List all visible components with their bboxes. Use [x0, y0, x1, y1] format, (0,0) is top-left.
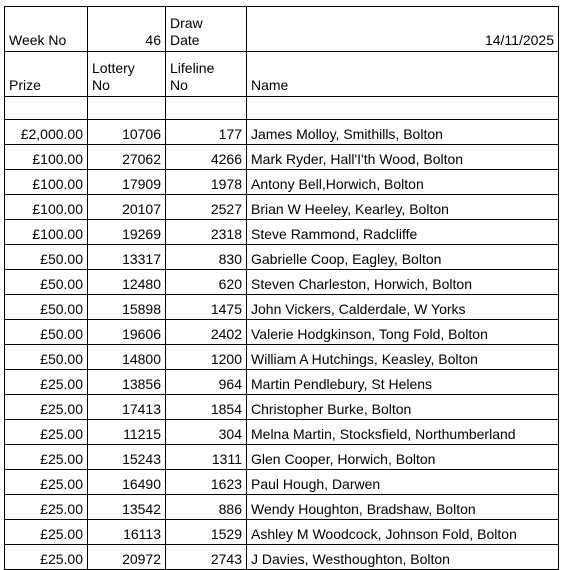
table-row	[5, 145, 559, 170]
prize-cell: £50.00	[5, 320, 88, 345]
name-cell: J Davies, Westhoughton, Bolton	[247, 545, 559, 570]
lottery-no-cell: 15898	[88, 295, 166, 320]
prize-cell: £100.00	[5, 145, 88, 170]
lottery-no-cell: 19269	[88, 220, 166, 245]
lottery-no-header	[88, 52, 166, 97]
blank-cell	[247, 97, 559, 120]
table-row	[5, 170, 559, 195]
lottery-no-cell: 13542	[88, 495, 166, 520]
table-row	[5, 220, 559, 245]
prize-cell: £50.00	[5, 345, 88, 370]
draw-date-value: 14/11/2025	[247, 7, 559, 52]
name-cell: Valerie Hodgkinson, Tong Fold, Bolton	[247, 320, 559, 345]
table-row	[5, 370, 559, 395]
name-cell: Antony Bell,Horwich, Bolton	[247, 170, 559, 195]
lifeline-no-cell: 4266	[166, 145, 247, 170]
lottery-no-header-line1: Lottery	[92, 60, 135, 76]
lifeline-no-header-line2: No	[170, 77, 188, 93]
lifeline-no-header-line1: Lifeline	[170, 60, 215, 76]
prize-cell: £25.00	[5, 445, 88, 470]
lottery-no-cell: 17413	[88, 395, 166, 420]
name-cell: Melna Martin, Stocksfield, Northumberland	[247, 420, 559, 445]
prize-cell: £2,000.00	[5, 120, 88, 145]
prize-cell: £25.00	[5, 420, 88, 445]
lifeline-no-cell: 2527	[166, 195, 247, 220]
lifeline-no-cell: 886	[166, 495, 247, 520]
lifeline-no-header	[166, 52, 247, 97]
table-row	[5, 120, 559, 145]
lifeline-no-cell: 964	[166, 370, 247, 395]
lifeline-no-cell: 2318	[166, 220, 247, 245]
name-header: Name	[247, 52, 559, 97]
table-row	[5, 295, 559, 320]
lifeline-no-cell: 1475	[166, 295, 247, 320]
name-cell: Gabrielle Coop, Eagley, Bolton	[247, 245, 559, 270]
blank-cell	[5, 97, 88, 120]
name-cell: Steven Charleston, Horwich, Bolton	[247, 270, 559, 295]
table-row	[5, 520, 559, 545]
results-table	[4, 6, 559, 570]
name-cell: Steve Rammond, Radcliffe	[247, 220, 559, 245]
lottery-no-cell: 20972	[88, 545, 166, 570]
lifeline-no-cell: 1311	[166, 445, 247, 470]
prize-cell: £100.00	[5, 220, 88, 245]
lifeline-no-cell: 1623	[166, 470, 247, 495]
prize-cell: £25.00	[5, 370, 88, 395]
lottery-no-cell: 27062	[88, 145, 166, 170]
blank-row	[5, 97, 559, 120]
lifeline-no-cell: 177	[166, 120, 247, 145]
name-cell: Ashley M Woodcock, Johnson Fold, Bolton	[247, 520, 559, 545]
lottery-no-cell: 11215	[88, 420, 166, 445]
lifeline-no-cell: 2402	[166, 320, 247, 345]
table-row	[5, 195, 559, 220]
name-cell: William A Hutchings, Keasley, Bolton	[247, 345, 559, 370]
lottery-no-cell: 12480	[88, 270, 166, 295]
table-row	[5, 245, 559, 270]
lifeline-no-cell: 304	[166, 420, 247, 445]
prize-cell: £25.00	[5, 520, 88, 545]
prize-cell: £25.00	[5, 495, 88, 520]
name-cell: Mark Ryder, Hall'I'th Wood, Bolton	[247, 145, 559, 170]
lottery-no-cell: 16490	[88, 470, 166, 495]
name-cell: John Vickers, Calderdale, W Yorks	[247, 295, 559, 320]
lottery-no-cell: 19606	[88, 320, 166, 345]
lottery-no-cell: 15243	[88, 445, 166, 470]
lottery-no-cell: 17909	[88, 170, 166, 195]
week-no-value: 46	[88, 7, 166, 52]
name-cell: James Molloy, Smithills, Bolton	[247, 120, 559, 145]
table-row	[5, 545, 559, 570]
name-cell: Brian W Heeley, Kearley, Bolton	[247, 195, 559, 220]
lottery-no-cell: 13317	[88, 245, 166, 270]
name-cell: Paul Hough, Darwen	[247, 470, 559, 495]
draw-date-label-line2: Date	[170, 32, 200, 48]
prize-cell: £25.00	[5, 545, 88, 570]
prize-cell: £50.00	[5, 295, 88, 320]
week-row	[5, 7, 559, 52]
lifeline-no-cell: 1529	[166, 520, 247, 545]
lifeline-no-cell: 1978	[166, 170, 247, 195]
week-no-label: Week No	[5, 7, 88, 52]
table-row	[5, 420, 559, 445]
lottery-no-header-line2: No	[92, 77, 110, 93]
table-row	[5, 445, 559, 470]
table-row	[5, 470, 559, 495]
table-row	[5, 395, 559, 420]
table-row	[5, 270, 559, 295]
prize-cell: £50.00	[5, 270, 88, 295]
lottery-no-cell: 14800	[88, 345, 166, 370]
draw-date-label-line1: Draw	[170, 15, 203, 31]
draw-date-label	[166, 7, 247, 52]
name-cell: Glen Cooper, Horwich, Bolton	[247, 445, 559, 470]
name-cell: Christopher Burke, Bolton	[247, 395, 559, 420]
blank-cell	[166, 97, 247, 120]
prize-cell: £100.00	[5, 170, 88, 195]
lifeline-no-cell: 2743	[166, 545, 247, 570]
lifeline-no-cell: 620	[166, 270, 247, 295]
name-cell: Martin Pendlebury, St Helens	[247, 370, 559, 395]
table-row	[5, 345, 559, 370]
prize-cell: £25.00	[5, 395, 88, 420]
prize-cell: £50.00	[5, 245, 88, 270]
lifeline-no-cell: 830	[166, 245, 247, 270]
column-header-row	[5, 52, 559, 97]
lifeline-no-cell: 1854	[166, 395, 247, 420]
prize-cell: £100.00	[5, 195, 88, 220]
prize-cell: £25.00	[5, 470, 88, 495]
lottery-no-cell: 20107	[88, 195, 166, 220]
table-row	[5, 495, 559, 520]
table-row	[5, 320, 559, 345]
lottery-no-cell: 10706	[88, 120, 166, 145]
lottery-no-cell: 16113	[88, 520, 166, 545]
blank-cell	[88, 97, 166, 120]
name-cell: Wendy Houghton, Bradshaw, Bolton	[247, 495, 559, 520]
lifeline-no-cell: 1200	[166, 345, 247, 370]
prize-header: Prize	[5, 52, 88, 97]
lottery-no-cell: 13856	[88, 370, 166, 395]
